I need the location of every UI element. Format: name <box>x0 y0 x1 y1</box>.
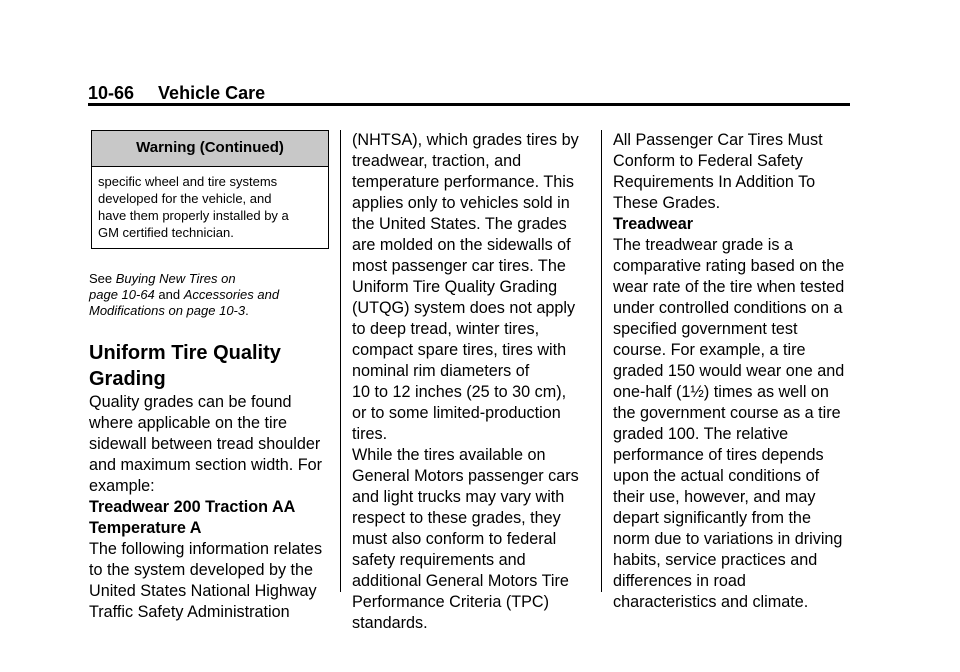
reference-link-buying-new-tires[interactable]: Buying New Tires on <box>115 271 236 286</box>
reference-link-modifications[interactable]: Modifications on page 10-3 <box>89 303 246 318</box>
column-2 <box>352 130 592 634</box>
nhtsa-paragraph: The following information relates to the system developed by the United States National Highway Traffic Safety Administration <box>89 540 323 621</box>
column-1 <box>89 130 329 623</box>
warning-body <box>92 167 328 248</box>
intro-paragraph: Quality grades can be found where applicable on the tire sidewall between tread shoulder and maximum section width. For example: <box>89 393 323 495</box>
reference-link-page-10-64[interactable]: page 10-64 <box>89 287 155 302</box>
warning-box <box>91 130 329 249</box>
page-header <box>88 81 265 105</box>
conform-paragraph: All Passenger Car Tires Must Conform to Federal Safety Requirements In Addition To These Grades. <box>613 131 823 212</box>
warning-line: developed for the vehicle, and <box>98 191 272 206</box>
column-divider-2 <box>601 130 602 592</box>
utqg-paragraph: (NHTSA), which grades tires by treadwear, traction, and temperature performance. This applies only to vehicles sold in the United States. The grades are molded on the sidewalls of most passenger car tires. The Uniform Tire Quality Grading (UTQG) system does not apply to deep tread, winter tires, compact spare tires, tires with nominal rim diameters of 10 to 12 inches (25 to 30 cm), or to some limited-production tires. <box>352 131 579 443</box>
header-rule <box>88 103 850 106</box>
warning-line: specific wheel and tire systems <box>98 174 278 189</box>
section-heading: Uniform Tire Quality Grading <box>89 342 281 390</box>
warning-line: have them properly installed by a <box>98 208 289 223</box>
page-number: 10-66 <box>88 83 135 103</box>
column-divider-1 <box>340 130 341 592</box>
warning-title: Warning (Continued) <box>92 131 328 167</box>
example-grade: Treadwear 200 Traction AA Temperature A <box>89 498 296 537</box>
reference-link-accessories[interactable]: Accessories and <box>183 287 280 302</box>
section-title: Vehicle Care <box>158 83 266 103</box>
column-3 <box>613 130 853 613</box>
see-reference: See Buying New Tires on page 10-64 and Accessories and Modifications on page 10-3. <box>89 271 280 318</box>
treadwear-subheading: Treadwear <box>613 215 694 233</box>
gm-tpc-paragraph: While the tires available on General Motors passenger cars and light trucks may vary with respect to these grades, they must also conform to federal safety requirements and additional General Motors Tire Performance Criteria (TPC) standards. <box>352 446 579 632</box>
warning-line: GM certified technician. <box>98 225 234 240</box>
treadwear-paragraph: The treadwear grade is a comparative rating based on the wear rate of the tire when tested under controlled conditions on a specified government test course. For example, a tire graded 150 would wear one and one-half (1½) times as well on the government course as a tire graded 100. The relative performance of tires depends upon the actual conditions of their use, however, and may depart significantly from the norm due to variations in driving habits, service practices and differences in road characteristics and climate. <box>613 236 845 611</box>
